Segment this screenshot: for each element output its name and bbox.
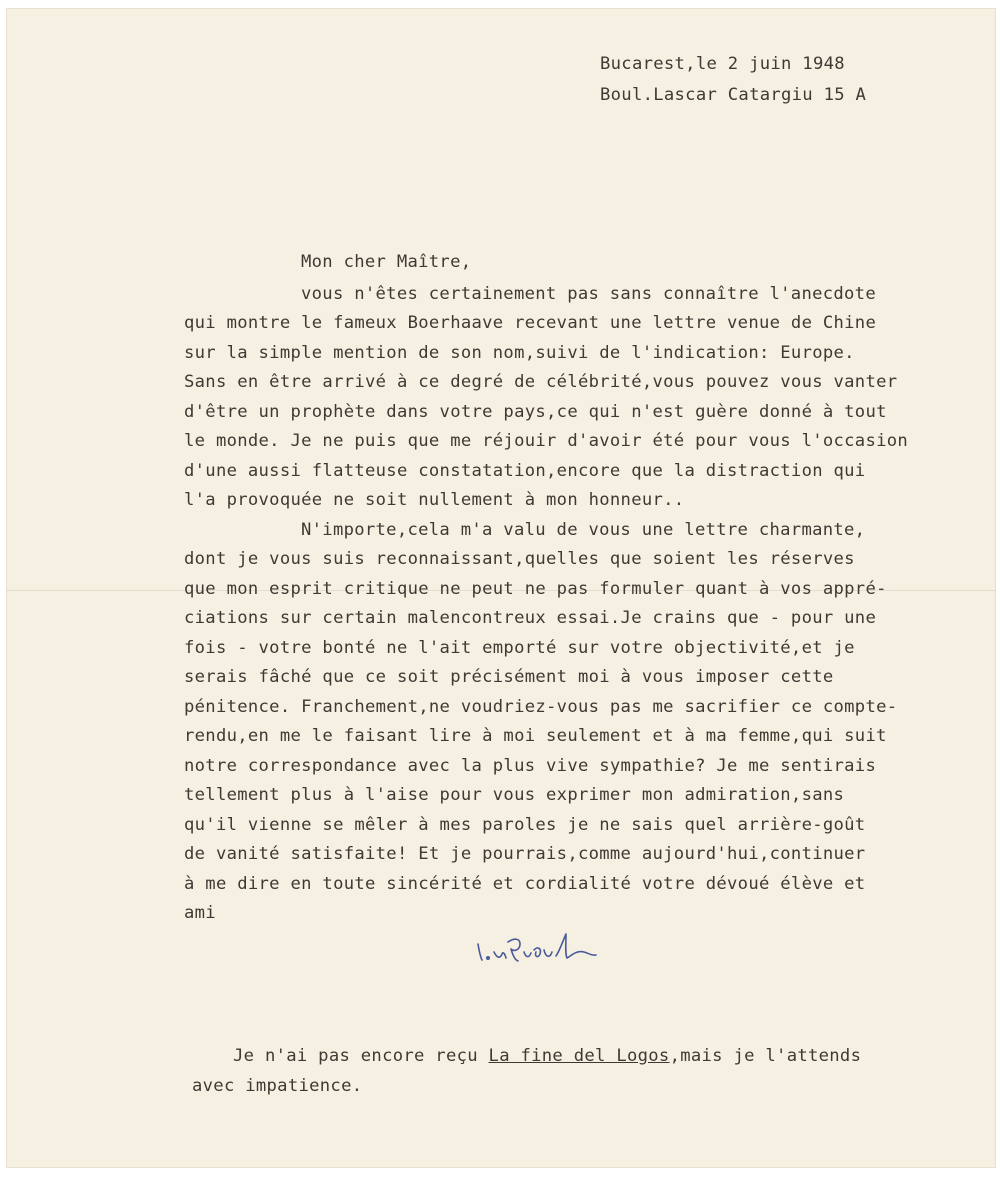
body-line: serais fâché que ce soit précisément moi à vous imposer cette — [184, 667, 834, 687]
salutation: Mon cher Maître, — [301, 252, 472, 272]
postscript-line-1 — [233, 1048, 861, 1065]
postscript-after: ,mais je l'attends — [669, 1046, 862, 1066]
body-line: vous n'êtes certainement pas sans connaître l'anecdote — [301, 284, 876, 304]
body-line: fois - votre bonté ne l'ait emporté sur votre objectivité,et je — [184, 638, 855, 658]
body-line: de vanité satisfaite! Et je pourrais,comme aujourd'hui,continuer — [184, 844, 866, 864]
body-line: rendu,en me le faisant lire à moi seulement et à ma femme,qui suit — [184, 726, 887, 746]
body-line: qu'il vienne se mêler à mes paroles je ne sais quel arrière-goût — [184, 815, 866, 835]
body-line: Sans en être arrivé à ce degré de célébrité,vous pouvez vous vanter — [184, 372, 898, 392]
body-line: qui montre le fameux Boerhaave recevant une lettre venue de Chine — [184, 313, 877, 333]
sender-address: Boul.Lascar Catargiu 15 A — [600, 85, 867, 105]
body-line: ami — [184, 903, 216, 923]
body-line: dont je vous suis reconnaissant,quelles que soient les réserves — [184, 549, 855, 569]
body-line: tellement plus à l'aise pour vous exprimer mon admiration,sans — [184, 785, 845, 805]
body-line: que mon esprit critique ne peut ne pas formuler quant à vos appré- — [184, 579, 887, 599]
body-line: N'importe,cela m'a valu de vous une lettre charmante, — [301, 520, 866, 540]
body-line: notre correspondance avec la plus vive sympathie? Je me sentirais — [184, 756, 877, 776]
body-line: l'a provoquée ne soit nullement à mon honneur.. — [184, 490, 685, 510]
body-line: d'une aussi flatteuse constatation,encore que la distraction qui — [184, 461, 866, 481]
body-line: à me dire en toute sincérité et cordialité votre dévoué élève et — [184, 874, 866, 894]
body-line: ciations sur certain malencontreux essai.Je crains que - pour une — [184, 608, 877, 628]
letter-page — [6, 8, 996, 1168]
postscript-before: Je n'ai pas encore reçu — [233, 1046, 489, 1066]
handwritten-signature — [474, 928, 604, 972]
body-line: pénitence. Franchement,ne voudriez-vous pas me sacrifier ce compte- — [184, 697, 898, 717]
postscript-line-2: avec impatience. — [192, 1076, 363, 1096]
book-title-underlined: La fine del Logos — [488, 1046, 670, 1066]
place-date: Bucarest,le 2 juin 1948 — [600, 54, 845, 74]
body-line: d'être un prophète dans votre pays,ce qui n'est guère donné à tout — [184, 402, 887, 422]
body-line: sur la simple mention de son nom,suivi de l'indication: Europe. — [184, 343, 855, 363]
body-line: le monde. Je ne puis que me réjouir d'avoir été pour vous l'occasion — [184, 431, 909, 451]
